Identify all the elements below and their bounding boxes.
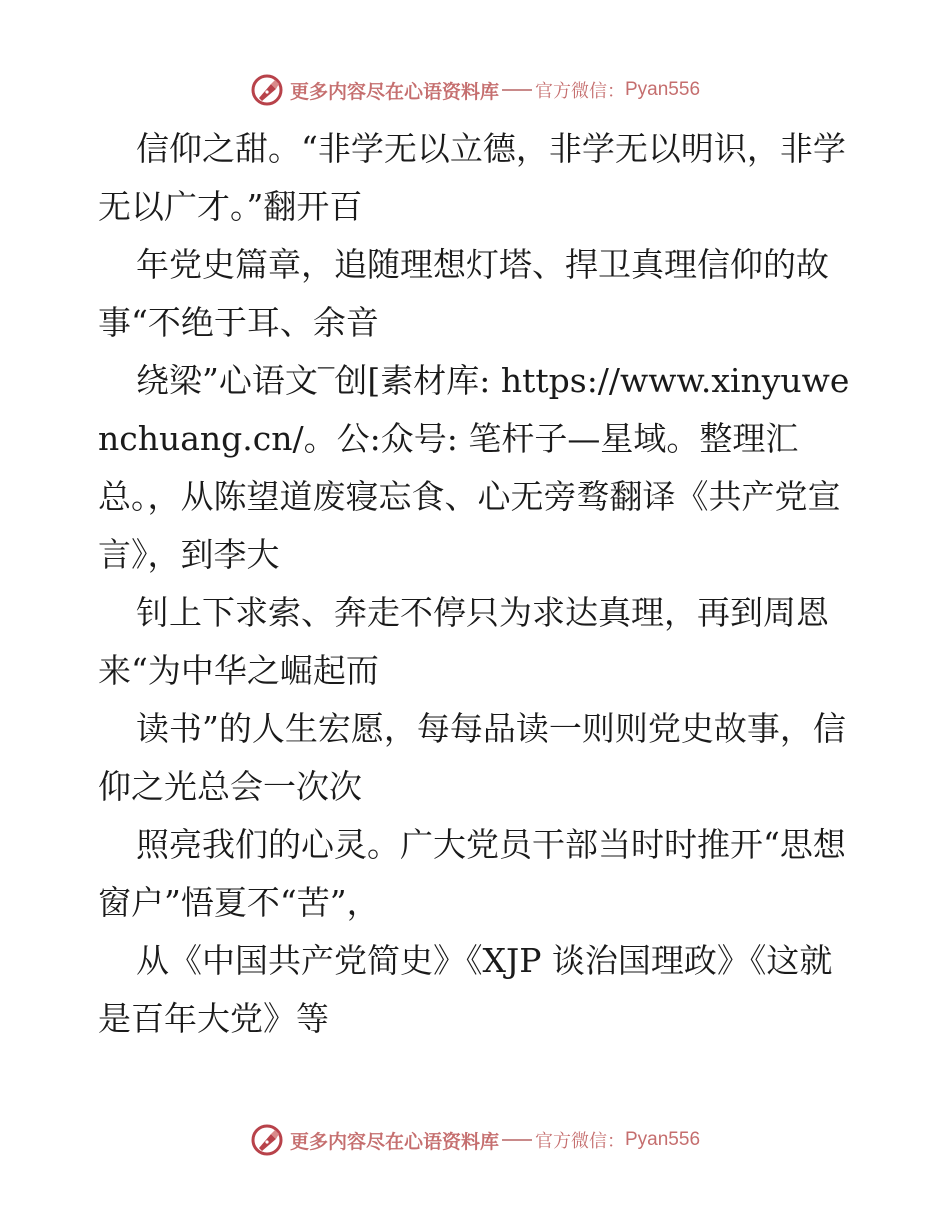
footer-wechat-account: Pyan556	[625, 1129, 701, 1150]
paragraph: 钊上下求索、奔走不停只为求达真理，再到周恩来“为中华之崛起而	[98, 593, 829, 690]
footer-separator	[502, 1139, 532, 1141]
header-banner	[0, 70, 950, 110]
footer-site-text: 更多内容尽在心语资料库	[289, 1130, 499, 1153]
paragraph: 信仰之甜。“非学无以立德，非学无以明识，非学无以广才。”翻开百	[98, 129, 846, 226]
header-separator	[502, 89, 532, 91]
document-body	[98, 120, 858, 1048]
footer-banner	[0, 1120, 950, 1160]
header-site-text: 更多内容尽在心语资料库	[289, 80, 499, 103]
paragraph: 读书”的人生宏愿，每每品读一则则党史故事，信仰之光总会一次次	[98, 709, 846, 806]
header-wechat-label: 官方微信：	[535, 81, 625, 102]
paragraph: 绕梁”心语文‾创[素材库: https://www.xinyuwenchuang.cn/。公:众号: 笔杆子—星域。整理汇总。，从陈望道废寝忘食、心无旁骛翻译《共产党宣言》，到李大	[98, 361, 850, 574]
header-wechat-account: Pyan556	[625, 79, 701, 100]
paragraph: 照亮我们的心灵。广大党员干部当时时推开“思想窗户”悟夏不“苦”，	[98, 825, 846, 922]
paragraph: 从《中国共产党简史》《XJP 谈治国理政》《这就是百年大党》等	[98, 941, 833, 1038]
pen-nib-logo-icon	[250, 73, 284, 107]
paragraph: 年党史篇章，追随理想灯塔、捍卫真理信仰的故事“不绝于耳、余音	[98, 245, 829, 342]
pen-nib-logo-icon	[250, 1123, 284, 1157]
footer-wechat-label: 官方微信：	[535, 1131, 625, 1152]
